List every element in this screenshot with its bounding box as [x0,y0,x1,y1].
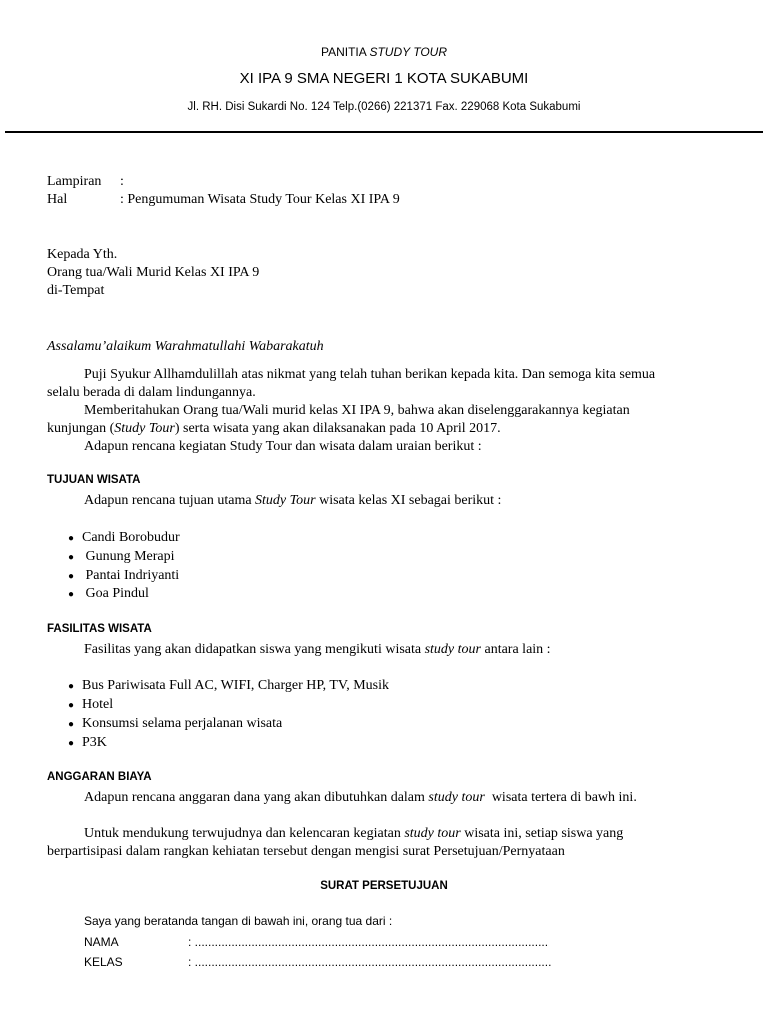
nama-label: NAMA [84,935,119,949]
anggaran-intro-em: study tour [428,790,485,805]
recipient-line-3: di-Tempat [47,283,105,298]
kelas-field[interactable]: : ........................................................................................................... [188,955,552,969]
greeting: Assalamu’alaikum Warahmatullahi Wabarakatuh [47,339,324,354]
bullet-icon: ● [68,552,75,563]
kelas-row [84,955,551,969]
list-item [68,567,179,586]
persetujuan-heading: SURAT PERSETUJUAN [320,880,448,892]
hal-label: Hal [47,192,68,207]
tujuan-intro [84,492,501,510]
school-address: Jl. RH. Disi Sukardi No. 124 Telp.(0266) 221371 Fax. 229068 Kota Sukabumi [187,101,581,113]
bullet-icon: ● [68,589,75,600]
list-item-text: Gunung Merapi [85,549,175,564]
support-em: study tour [404,826,461,841]
lampiran-label: Lampiran [47,174,102,189]
fasilitas-intro-b: antara lain : [480,642,551,657]
tujuan-intro-a: Adapun rencana tujuan utama [84,493,256,508]
fasilitas-intro-em: study tour [424,642,481,657]
hal-row [47,191,400,209]
list-item [68,715,282,734]
anggaran-heading: ANGGARAN BIAYA [47,771,152,783]
list-item [68,696,113,715]
p2-text-b: ) serta wisata yang akan dilaksanakan pada 10 April 2017. [174,421,501,436]
list-item [68,529,180,548]
list-item-text: Goa Pindul [85,586,149,601]
kelas-label: KELAS [84,955,123,969]
paragraph-2-line-1: Memberitahukan Orang tua/Wali murid kelas XI IPA 9, bahwa akan diselenggarakannya kegiatan [84,403,630,418]
support-b: wisata ini, setiap siswa yang [460,826,624,841]
list-item-text: P3K [82,735,107,750]
support-a: Untuk mendukung terwujudnya dan kelencaran kegiatan [84,826,405,841]
nama-field[interactable]: : .......................................................................................................... [188,935,549,949]
anggaran-intro-a: Adapun rencana anggaran dana yang akan dibutuhkan dalam [84,790,429,805]
fasilitas-heading: FASILITAS WISATA [47,623,152,635]
tujuan-intro-em: Study Tour [255,493,316,508]
bullet-icon: ● [68,700,75,711]
support-line-1 [84,825,623,843]
list-item [68,734,107,753]
school-name: XI IPA 9 SMA NEGERI 1 KOTA SUKABUMI [239,70,529,87]
anggaran-intro [84,789,637,807]
lampiran-row [47,173,124,191]
list-item [68,585,149,604]
committee-prefix: PANITIA [320,45,367,59]
paragraph-1-line-1: Puji Syukur Allhamdulillah atas nikmat yang telah tuhan berikan kepada kita. Dan semoga kita semua [84,367,656,382]
bullet-icon: ● [68,719,75,730]
recipient-line-2: Orang tua/Wali Murid Kelas XI IPA 9 [47,265,260,280]
paragraph-3: Adapun rencana kegiatan Study Tour dan wisata dalam uraian berikut : [84,439,482,454]
list-item [68,548,175,567]
persetujuan-intro: Saya yang beratanda tangan di bawah ini, orang tua dari : [84,914,393,928]
committee-event: STUDY TOUR [369,45,448,59]
p2-text-a: kunjungan ( [47,421,115,436]
letterhead-divider [5,131,763,133]
list-item-text: Bus Pariwisata Full AC, WIFI, Charger HP, TV, Musik [82,678,389,693]
support-line-2: berpartisipasi dalam rangkan kehiatan tersebut dengan mengisi surat Persetujuan/Pernyataan [47,844,565,859]
list-item-text: Konsumsi selama perjalanan wisata [82,716,283,731]
p2-text-em: Study Tour [114,421,175,436]
bullet-icon: ● [68,738,75,749]
list-item-text: Pantai Indriyanti [85,568,180,583]
committee-line [0,45,768,59]
list-item-text: Candi Borobudur [82,530,180,545]
tujuan-heading: TUJUAN WISATA [47,474,141,486]
bullet-icon: ● [68,681,75,692]
bullet-icon: ● [68,571,75,582]
anggaran-intro-b: wisata tertera di bawh ini. [484,790,637,805]
tujuan-intro-b: wisata kelas XI sebagai berikut : [315,493,502,508]
fasilitas-intro [84,641,551,659]
list-item-text: Hotel [82,697,114,712]
bullet-icon: ● [68,533,75,544]
nama-row [84,935,548,949]
hal-value: : Pengumuman Wisata Study Tour Kelas XI IPA 9 [120,192,400,207]
paragraph-1-line-2: selalu berada di dalam lindungannya. [47,385,256,400]
paragraph-2-line-2 [47,420,501,438]
list-item [68,677,389,696]
recipient-line-1: Kepada Yth. [47,247,118,262]
lampiran-value: : [120,174,124,189]
fasilitas-intro-a: Fasilitas yang akan didapatkan siswa yang mengikuti wisata [84,642,425,657]
